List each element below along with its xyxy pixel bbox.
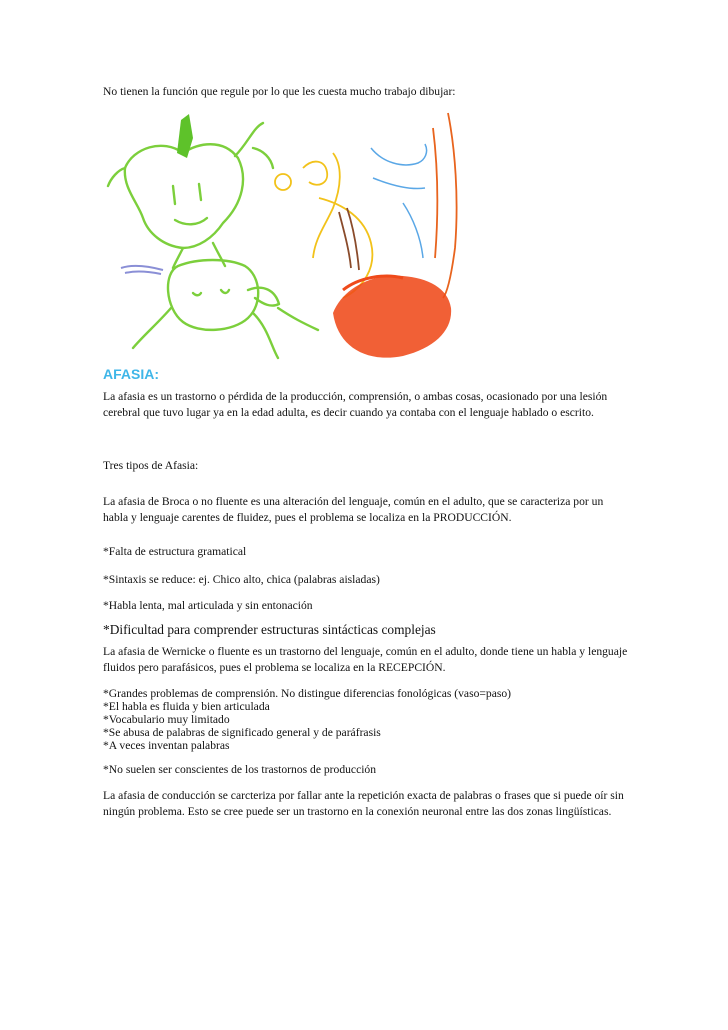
wernicke-item: *Vocabulario muy limitado bbox=[103, 713, 230, 726]
intro-text: No tienen la función que regule por lo que les cuesta mucho trabajo dibujar: bbox=[103, 85, 456, 98]
wernicke-item: *A veces inventan palabras bbox=[103, 739, 230, 752]
broca-item: *Sintaxis se reduce: ej. Chico alto, chica (palabras aisladas) bbox=[103, 573, 380, 586]
broca-paragraph: La afasia de Broca o no fluente es una alteración del lenguaje, común en el adulto, que se caracteriza por un habla y lenguaje carentes de fluidez, pues el problema se localiza en la PRODUCCIÓN. bbox=[103, 495, 604, 524]
child-drawing-image bbox=[103, 108, 477, 370]
section-heading-afasia: AFASIA: bbox=[103, 366, 159, 382]
wernicke-item: *Grandes problemas de comprensión. No distingue diferencias fonológicas (vaso=paso) bbox=[103, 687, 512, 700]
types-title: Tres tipos de Afasia: bbox=[103, 459, 199, 472]
broca-item: *Habla lenta, mal articulada y sin entonación bbox=[103, 599, 313, 612]
definition-paragraph: La afasia es un trastorno o pérdida de la producción, comprensión, o ambas cosas, ocasionado por una lesión cerebral que tuvo lugar ya en la edad adulta, es decir cuando ya contaba con el lenguaje hablado o escrito. bbox=[103, 390, 608, 419]
conduccion-paragraph: La afasia de conducción se carcteriza por fallar ante la repetición exacta de palabras o frases que si puede oír sin ningún problema. Esto se cree puede ser un trastorno en la conexión neuronal entre las dos zonas lingüísticas. bbox=[103, 789, 624, 818]
broca-item: *Dificultad para comprender estructuras sintácticas complejas bbox=[103, 622, 436, 637]
wernicke-item: *El habla es fluida y bien articulada bbox=[103, 700, 270, 713]
wernicke-item: *Se abusa de palabras de significado general y de paráfrasis bbox=[103, 726, 381, 739]
wernicke-note: *No suelen ser conscientes de los trastornos de producción bbox=[103, 763, 377, 776]
broca-item: *Falta de estructura gramatical bbox=[103, 545, 247, 558]
wernicke-paragraph: La afasia de Wernicke o fluente es un trastorno del lenguaje, común en el adulto, donde tiene un habla y lenguaje fluidos pero parafásicos, pues el problema se localiza en la RECEPCIÓN. bbox=[103, 645, 628, 674]
